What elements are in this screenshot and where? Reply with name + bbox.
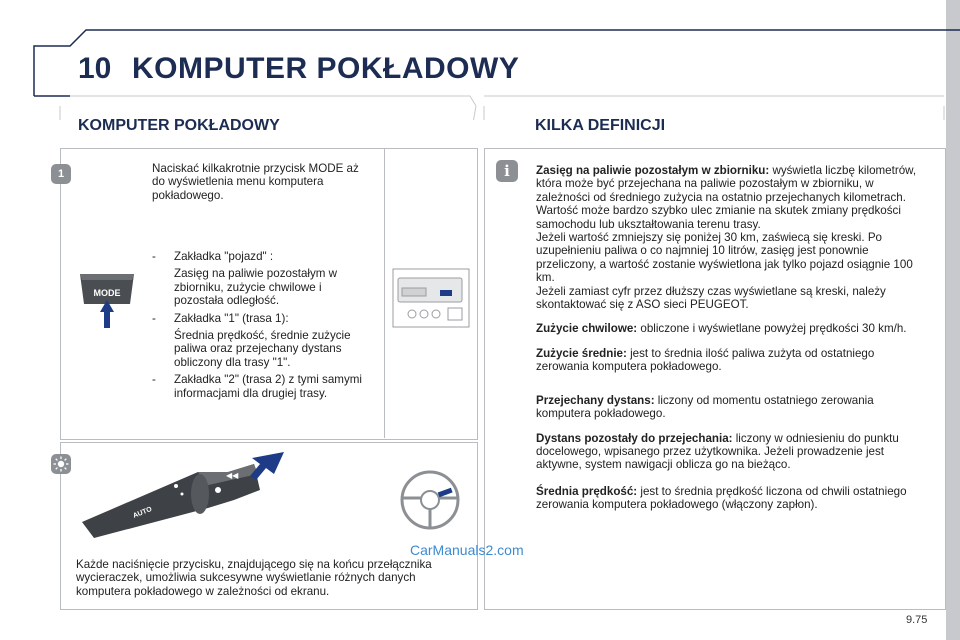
chapter-title: KOMPUTER POKŁADOWY	[132, 52, 520, 85]
list-item	[152, 312, 374, 325]
definition-note: Wartość może bardzo szybko ulec zmianie na skutek zmiany prędkości samochodu lub ukształtowania terenu trasy.	[536, 204, 901, 231]
definition-term: Zużycie średnie:	[536, 346, 627, 360]
list-label: Zakładka "pojazd" :	[174, 250, 274, 263]
definition-note: Jeżeli wartość zmniejszy się poniżej 30 km, zaświecą się kreski. Po uzupełnieniu paliwa o co najmniej 10 litrów, zasięg jest ponownie przeliczony, a wartość zostanie wyświetlona jak tylko pojazd osiągnie 100 km.	[536, 231, 913, 285]
definition-term: Średnia prędkość:	[536, 484, 638, 498]
definition-text: liczony od momentu ostatniego zerowania komputera pokładowego.	[536, 393, 874, 421]
definition-item	[536, 485, 928, 512]
definition-note: Jeżeli zamiast cyfr przez dłuższy czas wyświetlane są kreski, należy skontaktować się z ASO sieci PEUGEOT.	[536, 284, 886, 312]
sun-icon	[51, 454, 71, 474]
stalk-description: Każde naciśnięcie przycisku, znajdującego się na końcu przełącznika wycieraczek, umożliwia sukcesywne wyświetlanie różnych danych komputera pokładowego w zależności od ekranu.	[76, 558, 432, 598]
list-dash: -	[152, 311, 156, 325]
definition-text: jest to średnia ilość paliwa zużyta od ostatniego zerowania komputera pokładowego.	[536, 346, 875, 374]
definition-text: jest to średnia prędkość liczona od chwili ostatniego zerowania komputera pokładowego (włączony zapłon).	[536, 484, 907, 512]
mode-button-illustration	[76, 266, 138, 332]
light-icon-badge	[51, 454, 71, 474]
list-item	[152, 373, 374, 400]
mode-button-label: MODE	[93, 288, 121, 298]
tab-list	[152, 250, 374, 400]
definition-item	[536, 164, 928, 311]
watermark: CarManuals2.com	[410, 542, 524, 558]
press-arrow-icon	[100, 300, 114, 328]
definition-item	[536, 394, 928, 421]
definition-text: wyświetla liczbę kilometrów, która może być przejechana na paliwie pozostałym w zbiorniku, w zależności od średniego zużycia na ostatnio przejechanych kilometrach.	[536, 164, 917, 204]
arrow-pointer-icon	[248, 450, 286, 482]
list-detail: Zasięg na paliwie pozostałym w zbiorniku, zużycie chwilowe i pozostała odległość.	[174, 267, 338, 308]
definition-term: Zużycie chwilowe:	[536, 322, 638, 336]
step-badge: 1	[51, 164, 71, 184]
stalk-auto-label: AUTO	[132, 505, 154, 520]
steering-wheel-illustration	[398, 468, 462, 532]
definitions-list	[536, 164, 928, 512]
list-label: Zakładka "2" (trasa 2) z tymi samymi informacjami dla drugiej trasy.	[174, 373, 362, 400]
definition-term: Dystans pozostały do przejechania:	[536, 431, 733, 445]
definition-item	[536, 432, 928, 472]
list-dash: -	[152, 373, 156, 387]
chapter-number: 10	[78, 52, 112, 85]
svg-text:◀◀: ◀◀	[226, 471, 239, 480]
definition-term: Przejechany dystans:	[536, 393, 655, 407]
right-section-title: KILKA DEFINICJI	[535, 117, 666, 134]
mode-intro-text: Naciskać kilkakrotnie przycisk MODE aż do wyświetlenia menu komputera pokładowego.	[152, 162, 359, 202]
list-detail: Średnia prędkość, średnie zużycie paliwa oraz przejechany dystans obliczony dla trasy "1".	[174, 329, 351, 369]
definition-text: liczony w odniesieniu do punktu docelowego, wpisanego przez użytkownika. Jeżeli prowadzenie jest aktywne, system nawigacji oblicza go na bieżąco.	[536, 431, 899, 472]
left-section-title: KOMPUTER POKŁADOWY	[78, 117, 280, 134]
definition-term: Zasięg na paliwie pozostałym w zbiorniku:	[536, 164, 770, 177]
list-dash: -	[152, 250, 156, 263]
definition-item	[536, 322, 928, 335]
info-icon: i	[496, 160, 518, 182]
definition-text: obliczone i wyświetlane powyżej prędkości 30 km/h.	[637, 322, 907, 336]
list-item	[152, 250, 374, 263]
definition-item	[536, 347, 928, 374]
panel-divider	[384, 148, 385, 438]
radio-unit-illustration	[392, 268, 470, 328]
page-number: 9.75	[906, 614, 928, 626]
list-label: Zakładka "1" (trasa 1):	[174, 311, 289, 325]
